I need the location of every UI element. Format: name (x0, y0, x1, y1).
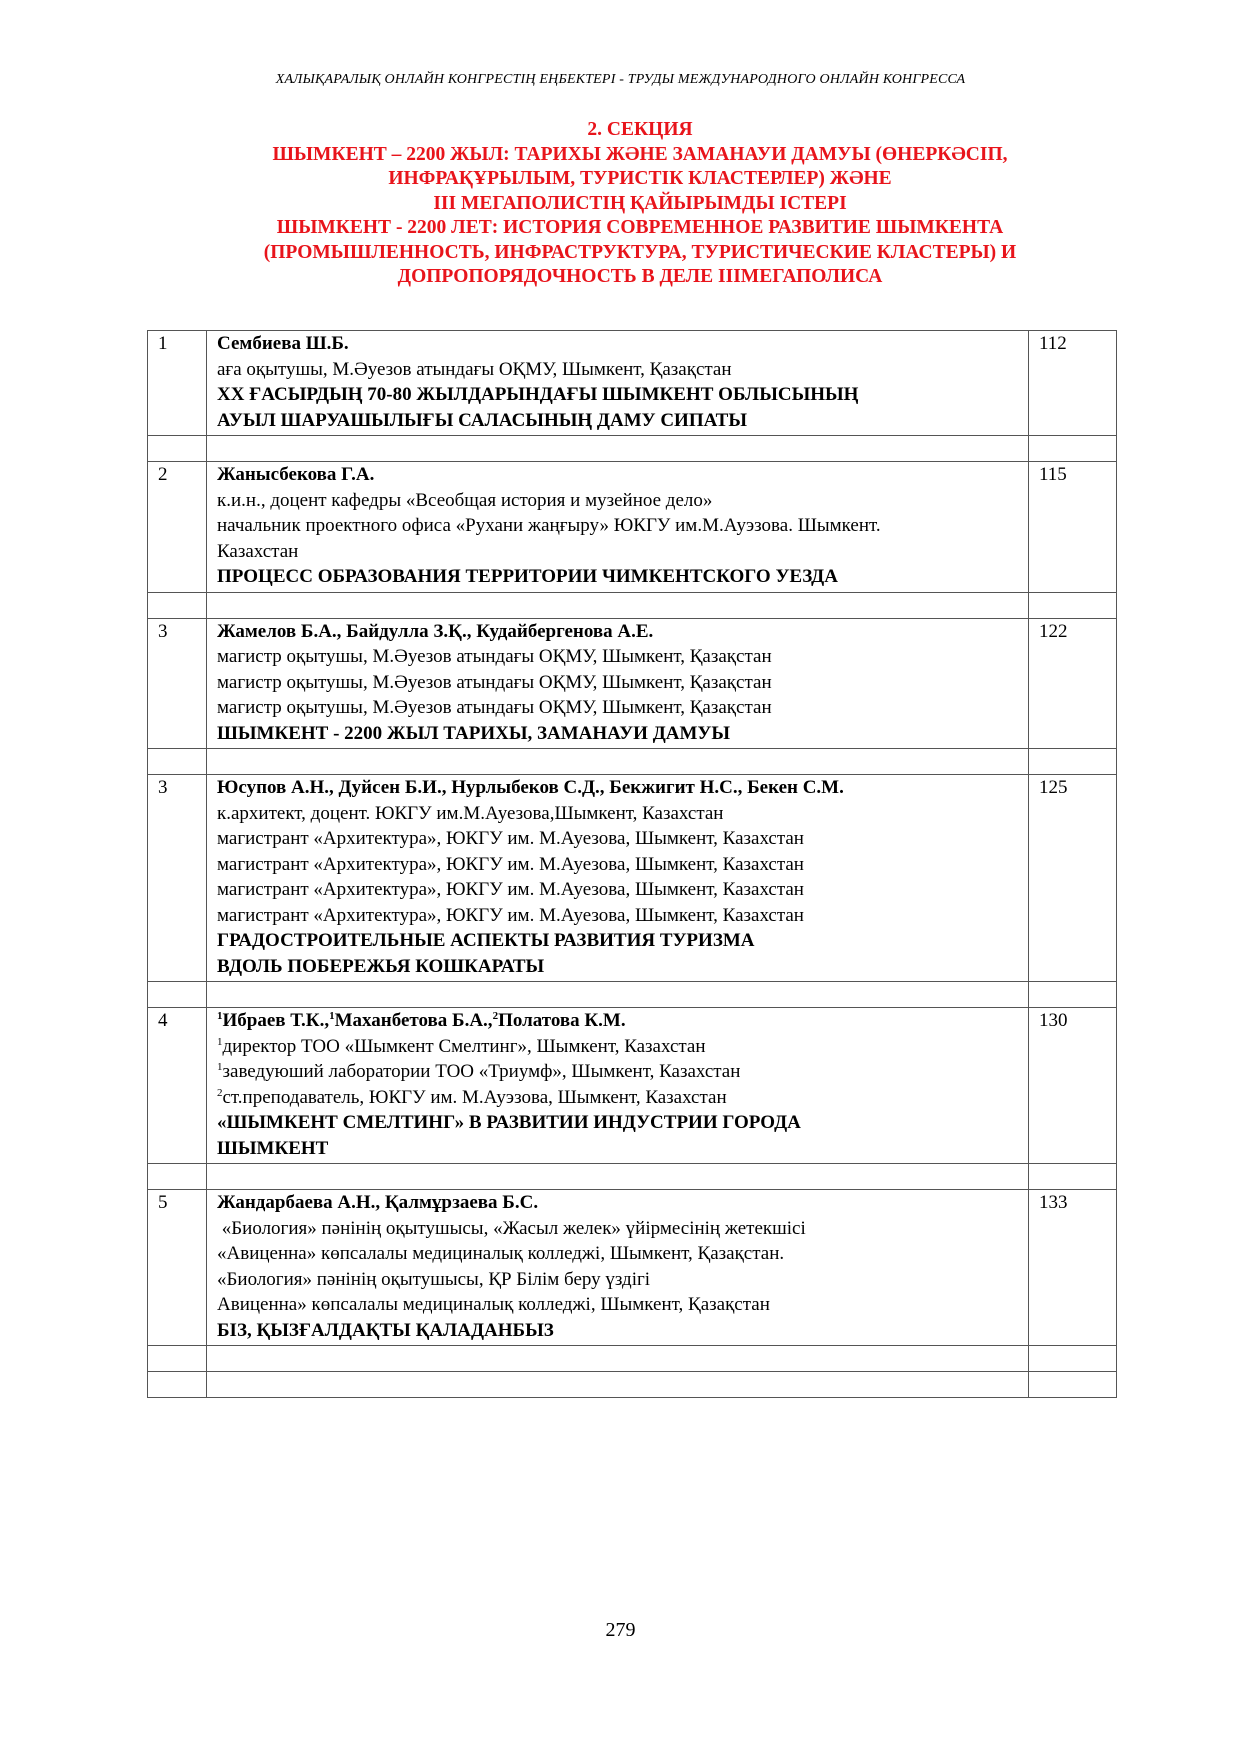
entry-page: 112 (1029, 331, 1117, 436)
entry-authors: Сембиева Ш.Б. (217, 333, 349, 354)
entry-authors: Жандарбаева А.Н., Қалмұрзаева Б.С. (217, 1192, 539, 1213)
spacer-row (148, 982, 1117, 1008)
entry-body (207, 1008, 1029, 1164)
entry-number: 4 (148, 1008, 207, 1164)
affiliation-footnote-marker: 1 (217, 1061, 223, 1073)
entry-authors: Юсупов А.Н., Дуйсен Б.И., Нурлыбеков С.Д., Бекжигит Н.С., Бекен С.М. (217, 777, 844, 798)
entry-title-line: ПРОЦЕСС ОБРАЗОВАНИЯ ТЕРРИТОРИИ ЧИМКЕНТСКОГО УЕЗДА (217, 566, 838, 587)
affiliation-text: заведуюший лаборатории ТОО «Триумф», Шымкент, Казахстан (222, 1061, 741, 1082)
page-number: 279 (605, 1619, 636, 1641)
entry-number: 2 (148, 462, 207, 593)
entry-title-line: ШЫМКЕНТ (217, 1137, 329, 1159)
entry-affiliation: начальник проектного офиса «Рухани жаңғыру» ЮКГУ им.М.Ауэзова. Шымкент. (217, 515, 881, 536)
section-heading-line: ШЫМКЕНТ – 2200 ЖЫЛ: ТАРИХЫ ЖӘНЕ ЗАМАНАУИ ДАМУЫ (ӨНЕРКӘСІП, (272, 143, 1008, 165)
entry-page: 122 (1029, 618, 1117, 749)
table-row (148, 775, 1117, 982)
entry-affiliation: магистрант «Архитектура», ЮКГУ им. М.Ауезова, Шымкент, Казахстан (217, 853, 804, 875)
entry-number: 3 (148, 775, 207, 982)
entry-page: 115 (1029, 462, 1117, 593)
spacer-row (148, 749, 1117, 775)
table-row (148, 618, 1117, 749)
entry-affiliation: «Авиценна» көпсалалы медициналық колледжі, Шымкент, Қазақстан. (217, 1243, 785, 1264)
entry-title-line: ВДОЛЬ ПОБЕРЕЖЬЯ КОШКАРАТЫ (217, 955, 545, 977)
entry-title-line: «ШЫМКЕНТ СМЕЛТИНГ» В РАЗВИТИИ ИНДУСТРИИ ГОРОДА (217, 1112, 801, 1133)
section-heading-line: ДОПРОПОРЯДОЧНОСТЬ В ДЕЛЕ IIIМЕГАПОЛИСА (397, 266, 883, 287)
author-footnote-marker: 1 (329, 1010, 335, 1022)
affiliation-footnote-marker: 2 (217, 1086, 223, 1099)
spacer-row (148, 1372, 1117, 1398)
entry-page: 130 (1029, 1008, 1117, 1164)
author-footnote-marker: 1 (217, 1010, 223, 1022)
affiliation-footnote-marker: 1 (217, 1035, 223, 1048)
entry-affiliation: «Биология» пәнінің оқытушысы, ҚР Білім беру үздігі (217, 1268, 651, 1290)
section-heading (150, 118, 1130, 290)
entry-title-line: ХХ ҒАСЫРДЫҢ 70-80 ЖЫЛДАРЫНДАҒЫ ШЫМКЕНТ ОБЛЫСЫНЫҢ (217, 384, 859, 405)
section-heading-line: ИНФРАҚҰРЫЛЫМ, ТУРИСТІК КЛАСТЕРЛЕР) ЖӘНЕ (388, 168, 892, 189)
entry-number: 3 (148, 618, 207, 749)
entry-title-line: АУЫЛ ШАРУАШЫЛЫҒЫ САЛАСЫНЫҢ ДАМУ СИПАТЫ (217, 409, 747, 431)
affiliation-text: ст.преподаватель, ЮКГУ им. М.Ауэзова, Шымкент, Казахстан (222, 1086, 727, 1108)
entry-authors (217, 1008, 1028, 1034)
section-heading-line: ШЫМКЕНТ - 2200 ЛЕТ: ИСТОРИЯ СОВРЕМЕННОЕ РАЗВИТИЕ ШЫМКЕНТА (276, 217, 1004, 238)
table-row (148, 331, 1117, 436)
table-row (148, 462, 1117, 593)
entry-affiliation: «Биология» пәнінің оқытушысы, «Жасыл желек» үйірмесінің жетекшісі (217, 1217, 806, 1239)
spacer-row (148, 1346, 1117, 1372)
author-name: Маханбетова Б.А., (334, 1010, 493, 1031)
entry-affiliation (217, 1034, 1028, 1060)
entry-affiliation: Казахстан (217, 540, 299, 562)
section-heading-line: 2. СЕКЦИЯ (587, 119, 693, 140)
running-header: ХАЛЫҚАРАЛЫҚ ОНЛАЙН КОНГРЕСТІҢ ЕҢБЕКТЕРІ - ТРУДЫ МЕЖДУНАРОДНОГО ОНЛАЙН КОНГРЕССА (275, 72, 966, 87)
section-heading-line: III МЕГАПОЛИСТІҢ ҚАЙЫРЫМДЫ ІСТЕРІ (433, 192, 847, 214)
entry-title-line: ГРАДОСТРОИТЕЛЬНЫЕ АСПЕКТЫ РАЗВИТИЯ ТУРИЗМА (217, 930, 755, 951)
entry-affiliation: магистр оқытушы, М.Әуезов атындағы ОҚМУ, Шымкент, Қазақстан (217, 646, 772, 667)
entry-page: 133 (1029, 1190, 1117, 1346)
entry-body (207, 1190, 1029, 1346)
entry-affiliation: Авиценна» көпсалалы медициналық колледжі, Шымкент, Қазақстан (217, 1294, 770, 1315)
entry-affiliation: магистр оқытушы, М.Әуезов атындағы ОҚМУ, Шымкент, Қазақстан (217, 697, 772, 718)
contents-table (147, 330, 1117, 1398)
entry-affiliation: магистрант «Архитектура», ЮКГУ им. М.Ауезова, Шымкент, Казахстан (217, 904, 804, 926)
entry-number: 5 (148, 1190, 207, 1346)
spacer-row (148, 592, 1117, 618)
entry-authors: Жанысбекова Г.А. (217, 464, 375, 485)
entry-affiliation: магистр оқытушы, М.Әуезов атындағы ОҚМУ, Шымкент, Қазақстан (217, 671, 772, 693)
entry-affiliation: магистрант «Архитектура», ЮКГУ им. М.Ауезова, Шымкент, Казахстан (217, 879, 804, 900)
affiliation-text: директор ТОО «Шымкент Смелтинг», Шымкент, Казахстан (222, 1035, 706, 1057)
entry-affiliation: к.и.н., доцент кафедры «Всеобщая история и музейное дело» (217, 489, 713, 511)
entry-title-line: БІЗ, ҚЫЗҒАЛДАҚТЫ ҚАЛАДАНБЫЗ (217, 1319, 554, 1341)
entry-affiliation: к.архитект, доцент. ЮКГУ им.М.Ауезова,Шымкент, Казахстан (217, 802, 724, 824)
entry-affiliation: аға оқытушы, М.Әуезов атындағы ОҚМУ, Шымкент, Қазақстан (217, 358, 732, 380)
entry-title-line: ШЫМКЕНТ - 2200 ЖЫЛ ТАРИХЫ, ЗАМАНАУИ ДАМУЫ (217, 722, 731, 744)
table-row (148, 1008, 1117, 1164)
spacer-row (148, 1164, 1117, 1190)
author-name: Ибраев Т.К., (222, 1010, 330, 1031)
spacer-row (148, 436, 1117, 462)
table-row (148, 1190, 1117, 1346)
entry-body (207, 462, 1029, 593)
author-name: Полатова К.М. (498, 1010, 626, 1031)
entry-body (207, 331, 1029, 436)
entry-affiliation (217, 1085, 1028, 1111)
entry-affiliation: магистрант «Архитектура», ЮКГУ им. М.Ауезова, Шымкент, Казахстан (217, 828, 804, 849)
entry-page: 125 (1029, 775, 1117, 982)
author-footnote-marker: 2 (492, 1010, 499, 1022)
entry-affiliation (217, 1059, 1028, 1085)
entry-number: 1 (148, 331, 207, 436)
entry-authors: Жамелов Б.А., Байдулла З.Қ., Кудайбергенова А.Е. (217, 620, 654, 642)
entry-body (207, 618, 1029, 749)
entry-body (207, 775, 1029, 982)
section-heading-line: (ПРОМЫШЛЕННОСТЬ, ИНФРАСТРУКТУРА, ТУРИСТИЧЕСКИЕ КЛАСТЕРЫ) И (263, 241, 1017, 263)
